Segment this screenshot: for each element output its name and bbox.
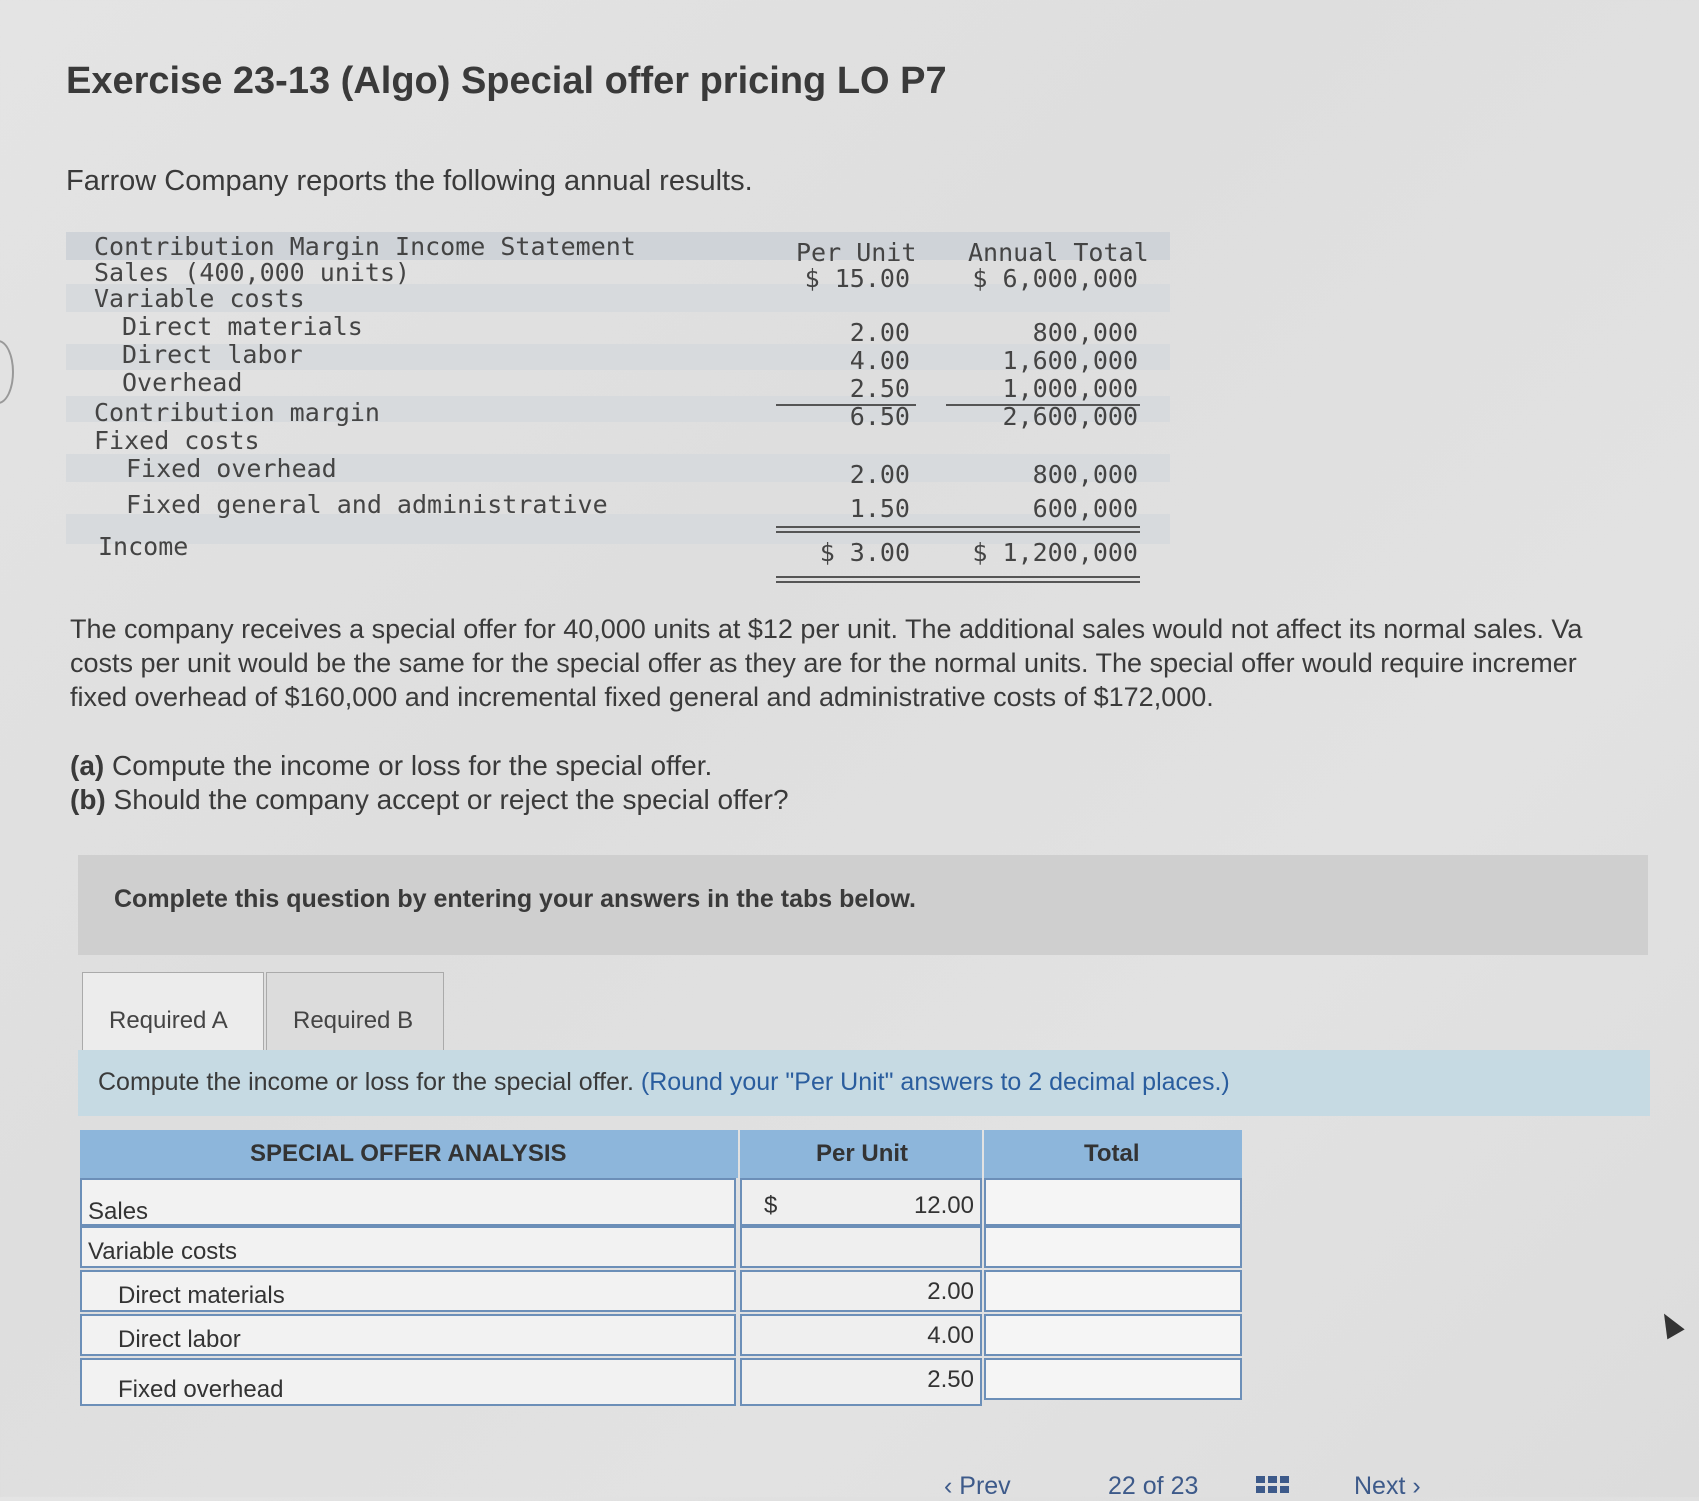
stmt-per-unit-sales: $ 15.00 [804, 264, 910, 293]
special-offer-analysis-table [80, 1130, 1242, 1426]
stmt-total-fixed-ga: 600,000 [1032, 494, 1138, 523]
stmt-label-variable-costs: Variable costs [94, 284, 305, 313]
row-label-text: Fixed overhead [118, 1376, 284, 1403]
col-annual-total: Annual Total [968, 238, 1149, 267]
per-unit-value: 12.00 [913, 1192, 974, 1219]
stmt-per-unit-cm: 6.50 [849, 402, 910, 431]
stmt-label-fixed-ga: Fixed general and administrative [126, 490, 608, 519]
instruction-hint: (Round your "Per Unit" answers to 2 decimal places.) [640, 1068, 1230, 1096]
row-label-dropdown[interactable] [80, 1358, 736, 1406]
stmt-per-unit-dm: 2.00 [849, 318, 910, 347]
exercise-intro: Farrow Company reports the following annual results. [66, 165, 753, 197]
header-total-label: Total [1084, 1140, 1140, 1167]
page-of: of [1142, 1472, 1164, 1500]
row-label-text: Direct materials [118, 1282, 285, 1309]
double-underline [776, 576, 1140, 578]
tab-required-a[interactable] [82, 972, 264, 1061]
stmt-total-sales: $ 6,000,000 [972, 264, 1138, 293]
header-per-unit [740, 1130, 982, 1178]
grid-icon[interactable] [1256, 1476, 1290, 1494]
tab-required-b[interactable] [266, 972, 444, 1061]
row-label-text: Variable costs [88, 1238, 237, 1265]
per-unit-input-fixed-overhead[interactable] [740, 1358, 982, 1406]
row-label-dropdown[interactable] [80, 1178, 736, 1226]
question-b-text: Should the company accept or reject the special offer? [113, 784, 789, 815]
stmt-per-unit-fixed-overhead: 2.00 [849, 460, 910, 489]
stmt-label-fixed-overhead: Fixed overhead [126, 454, 337, 483]
header-analysis [80, 1130, 738, 1178]
stmt-per-unit-overhead: 2.50 [849, 374, 910, 403]
problem-line-2: costs per unit would be the same for the special offer as they are for the normal units. The special offer would require incremer [70, 648, 1577, 678]
chevron-left-icon: ‹ [944, 1472, 960, 1500]
statement-title: Contribution Margin Income Statement [94, 232, 636, 261]
stmt-label-sales: Sales (400,000 units) [94, 258, 411, 287]
row-label-text: Sales [88, 1198, 149, 1225]
stmt-total-fixed-overhead: 800,000 [1032, 460, 1138, 489]
header-total [984, 1130, 1242, 1178]
stmt-total-income: $ 1,200,000 [972, 538, 1138, 567]
stmt-per-unit-income: $ 3.00 [819, 538, 910, 567]
banner-text: Complete this question by entering your answers in the tabs below. [114, 885, 916, 913]
stmt-total-cm: 2,600,000 [1002, 402, 1138, 431]
question-a-text: Compute the income or loss for the special offer. [112, 750, 713, 781]
total-rule [776, 526, 1140, 528]
total-rule [776, 531, 1140, 533]
instruction-text: Compute the income or loss for the special offer. [98, 1068, 634, 1096]
stmt-label-overhead: Overhead [122, 368, 243, 397]
question-b [70, 784, 789, 816]
stmt-total-dl: 1,600,000 [1002, 346, 1138, 375]
row-label-dropdown[interactable] [80, 1270, 736, 1312]
stmt-label-direct-labor: Direct labor [122, 340, 303, 369]
tab-required-b-label: Required B [293, 1007, 414, 1034]
problem-line-3: fixed overhead of $160,000 and incremental fixed general and administrative costs of $172,000. [70, 682, 1214, 712]
tab-required-a-label: Required A [109, 1007, 228, 1034]
row-label-dropdown[interactable] [80, 1226, 736, 1268]
mouse-pointer-icon [1655, 1309, 1684, 1340]
per-unit-input-sales[interactable] [740, 1178, 982, 1226]
total-input-direct-materials[interactable] [984, 1270, 1242, 1312]
total-cell-variable-costs [984, 1226, 1242, 1268]
question-b-tag: (b) [70, 784, 106, 815]
per-unit-value: 2.00 [927, 1278, 974, 1305]
double-underline [776, 581, 1140, 583]
instructions-banner [78, 855, 1648, 955]
header-per-unit-label: Per Unit [816, 1140, 909, 1167]
chevron-right-icon: › [1405, 1472, 1421, 1500]
dollar-sign: $ [764, 1192, 778, 1219]
stmt-per-unit-fixed-ga: 1.50 [849, 494, 910, 523]
question-a [70, 750, 712, 782]
per-unit-cell-variable-costs [740, 1226, 982, 1268]
stmt-label-contribution-margin: Contribution margin [94, 398, 380, 427]
col-per-unit: Per Unit [796, 238, 917, 267]
scroll-edge-marker [0, 340, 14, 404]
per-unit-input-direct-materials[interactable] [740, 1270, 982, 1312]
stmt-total-overhead: 1,000,000 [1002, 374, 1138, 403]
row-label-dropdown[interactable] [80, 1314, 736, 1356]
stmt-total-dm: 800,000 [1032, 318, 1138, 347]
income-statement [66, 232, 1170, 592]
page-total: 23 [1170, 1472, 1199, 1500]
total-input-sales[interactable] [984, 1178, 1242, 1226]
stmt-label-fixed-costs: Fixed costs [94, 426, 260, 455]
per-unit-value: 4.00 [927, 1322, 974, 1349]
instruction-line [98, 1068, 1230, 1097]
per-unit-input-direct-labor[interactable] [740, 1314, 982, 1356]
problem-line-1: The company receives a special offer for 40,000 units at $12 per unit. The additional sales would not affect its normal sales. Va [70, 614, 1583, 644]
total-input-direct-labor[interactable] [984, 1314, 1242, 1356]
row-label-text: Direct labor [118, 1326, 241, 1353]
exercise-title: Exercise 23-13 (Algo) Special offer pricing LO P7 [66, 60, 947, 102]
prev-label: Prev [959, 1472, 1011, 1500]
page-current: 22 [1108, 1472, 1136, 1500]
stmt-label-income: Income [98, 532, 189, 561]
stmt-label-direct-materials: Direct materials [122, 312, 363, 341]
tab-instruction [78, 1050, 1650, 1116]
problem-text [70, 612, 1690, 714]
stmt-per-unit-dl: 4.00 [849, 346, 910, 375]
total-input-fixed-overhead[interactable] [984, 1358, 1242, 1400]
question-a-tag: (a) [70, 750, 105, 781]
per-unit-value: 2.50 [927, 1366, 974, 1393]
header-analysis-label: SPECIAL OFFER ANALYSIS [250, 1140, 567, 1167]
next-label: Next [1354, 1472, 1406, 1500]
